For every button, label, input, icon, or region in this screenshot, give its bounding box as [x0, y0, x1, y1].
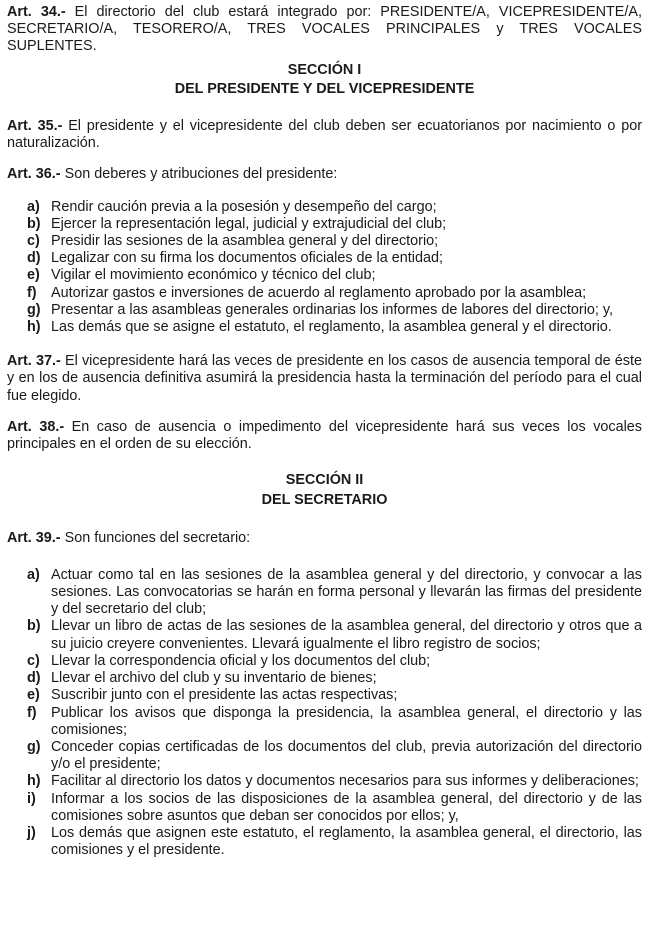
item-letter: h) — [27, 319, 41, 336]
item-text: Presentar a las asambleas generales ordinarias los informes de labores del directorio; y, — [51, 301, 614, 318]
item-letter: b) — [27, 215, 41, 232]
section-2-subtitle: DEL SECRETARIO — [261, 492, 388, 509]
item-text: Informar a los socios de las disposiciones de la asamblea general, del directorio y de las comisiones sobre asuntos que deban ser conocidos por ellos; y, — [51, 790, 642, 824]
article-text: El directorio del club estará integrado por: PRESIDENTE/A, VICEPRESIDENTE/A, SECRETARIO/A, TESORERO/A, TRES VOCALES PRINCIPALES y TRES VOCALES SUPLENTES. — [7, 4, 642, 55]
item-letter: b) — [27, 618, 41, 635]
item-text: Presidir las sesiones de la asamblea general y del directorio; — [51, 233, 439, 250]
list-item — [7, 687, 642, 704]
article-label: Art. 39.- — [7, 529, 61, 546]
item-text: Llevar un libro de actas de las sesiones de la asamblea general, del directorio y otros que a su juicio creyere convenientes. Llevará igualmente el libro registro de socios; — [51, 618, 642, 652]
item-letter: c) — [27, 233, 40, 250]
item-letter: h) — [27, 773, 41, 790]
article-39 — [7, 530, 642, 547]
item-text: Los demás que asignen este estatuto, el reglamento, la asamblea general, el directorio, las comisiones y el presidente. — [51, 824, 642, 859]
item-text: Vigilar el movimiento económico y técnico del club; — [51, 267, 376, 284]
list-item — [7, 567, 642, 619]
article-label: Art. 35.- — [7, 118, 63, 135]
article-text: El presidente y el vicepresidente del club deben ser ecuatorianos por nacimiento o por naturalización. — [7, 118, 642, 152]
article-36 — [7, 166, 642, 183]
item-letter: e) — [27, 687, 40, 704]
list-item — [7, 216, 642, 233]
list-item — [7, 250, 642, 267]
item-letter: f) — [27, 704, 37, 721]
item-letter: e) — [27, 267, 40, 284]
item-text: Llevar el archivo del club y su inventario de bienes; — [51, 670, 377, 687]
item-text: Autorizar gastos e inversiones de acuerdo al reglamento aprobado por la asamblea; — [51, 284, 587, 301]
item-letter: g) — [27, 738, 41, 755]
item-letter: a) — [27, 566, 40, 583]
item-letter: g) — [27, 301, 41, 318]
article-label: Art. 38.- — [7, 418, 65, 435]
article-34 — [7, 4, 642, 56]
article-36-list — [7, 199, 642, 337]
item-text: Facilitar al directorio los datos y documentos necesarios para sus informes y deliberaciones; — [51, 773, 639, 790]
article-text: Son deberes y atribuciones del presidente: — [60, 166, 338, 183]
list-item — [7, 739, 642, 773]
article-label: Art. 36.- — [7, 166, 61, 183]
item-text: Llevar la correspondencia oficial y los documentos del club; — [51, 652, 431, 669]
item-text: Conceder copias certificadas de los documentos del club, previa autorización del directorio y/o el presidente; — [51, 738, 642, 773]
item-text: Legalizar con su firma los documentos oficiales de la entidad; — [51, 250, 443, 267]
item-letter: j) — [27, 824, 36, 841]
list-item — [7, 773, 642, 790]
section-2-title: SECCIÓN II — [285, 472, 364, 489]
item-text: Suscribir junto con el presidente las actas respectivas; — [51, 687, 398, 704]
item-letter: c) — [27, 652, 40, 669]
section-1-title: SECCIÓN I — [287, 61, 362, 78]
item-text: Ejercer la representación legal, judicial y extrajudicial del club; — [51, 215, 447, 232]
list-item — [7, 267, 642, 284]
section-1-subtitle: DEL PRESIDENTE Y DEL VICEPRESIDENTE — [174, 80, 475, 97]
article-text: El vicepresidente hará las veces de presidente en los casos de ausencia temporal de éste y en los de ausencia definitiva asumirá la presidencia hasta la terminación del período para el cual fue elegido. — [7, 353, 642, 404]
article-38 — [7, 419, 642, 453]
list-item — [7, 233, 642, 250]
article-37 — [7, 353, 642, 405]
list-item — [7, 618, 642, 652]
item-letter: d) — [27, 670, 41, 687]
item-letter: d) — [27, 250, 41, 267]
item-text: Publicar los avisos que disponga la presidencia, la asamblea general, el directorio y las comisiones; — [51, 704, 642, 738]
list-item — [7, 302, 642, 319]
article-text: Son funciones del secretario: — [60, 529, 251, 546]
list-item — [7, 319, 642, 336]
item-letter: a) — [27, 198, 40, 215]
list-item — [7, 285, 642, 302]
item-letter: i) — [27, 790, 36, 807]
item-letter: f) — [27, 284, 37, 301]
item-text: Las demás que se asigne el estatuto, el reglamento, la asamblea general y el directorio. — [51, 319, 612, 336]
article-39-list — [7, 567, 642, 859]
item-text: Actuar como tal en las sesiones de la asamblea general y del directorio, y convocar a las sesiones. Las convocatorias se harán en forma personal y llevarán las firmas del presidente y del secretario del club; — [51, 566, 642, 618]
list-item — [7, 653, 642, 670]
article-label: Art. 34.- — [7, 4, 66, 20]
article-35 — [7, 118, 642, 152]
list-item — [7, 705, 642, 739]
item-text: Rendir caución previa a la posesión y desempeño del cargo; — [51, 198, 437, 215]
list-item — [7, 825, 642, 859]
list-item — [7, 670, 642, 687]
article-text: En caso de ausencia o impedimento del vicepresidente hará sus veces los vocales principales en el orden de su elección. — [7, 418, 642, 453]
list-item — [7, 791, 642, 825]
article-label: Art. 37.- — [7, 353, 61, 370]
list-item — [7, 199, 642, 216]
